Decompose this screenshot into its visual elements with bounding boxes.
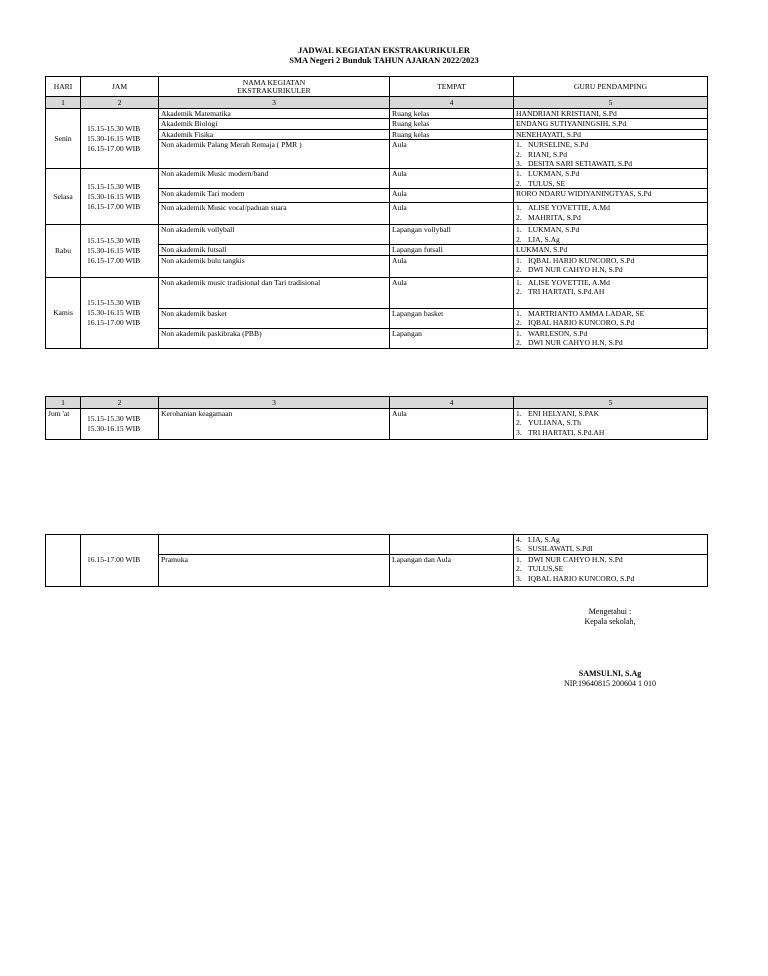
activity-name: Kerohanian keagamaan [159, 409, 390, 440]
activity-place: Lapangan dan Aula [390, 554, 514, 586]
activity-place: Ruang kelas [390, 129, 514, 139]
jam-slot: 15.15-15.30 WIB [87, 414, 141, 423]
header-nama-line2: EKSTRAKURIKULER [237, 85, 311, 95]
guru-number: 4. [516, 535, 522, 544]
principal-name: SAMSULNI, S.Ag [578, 669, 642, 678]
guru-list [514, 409, 708, 440]
col-number: 1 [46, 97, 81, 109]
activity-place: Aula [390, 140, 514, 169]
jam-slot: 15.15-15.30 WIB [87, 297, 141, 307]
jam-slot: 16.15-17.00 WIB [87, 555, 141, 565]
guru-name: TRI HARTATI, S.Pd.AH [528, 287, 605, 297]
jam-slot: 15.30-16.15 WIB [87, 424, 141, 433]
activity-place: Aula [390, 189, 514, 203]
guru-name: MAHRITA, S.Pd [528, 212, 581, 222]
jam-slot: 15.30-16.15 WIB [87, 191, 141, 201]
guru-list [514, 255, 708, 277]
header-tempat: TEMPAT [390, 77, 514, 97]
header-jam: JAM [81, 77, 159, 97]
guru-number: 1. [516, 328, 522, 338]
jam-cell [81, 535, 159, 587]
col-number: 4 [390, 397, 514, 409]
activity-name-empty [159, 535, 390, 555]
guru-number: 2. [516, 212, 522, 222]
guru-name: LUKMAN, S.Pd [516, 245, 568, 255]
day-senin: Senin [46, 109, 81, 169]
jam-cell [81, 109, 159, 169]
jumat-schedule-table [45, 396, 708, 440]
activity-place: Lapangan [390, 328, 514, 348]
activity-name: Non akademik Tari modern [159, 189, 390, 203]
jam-cell [81, 225, 159, 277]
col-number: 3 [159, 397, 390, 409]
guru-number: 1. [516, 140, 522, 150]
guru-name: RORO NDARU WIDIYANINGTYAS, S.Pd [516, 189, 652, 199]
guru-name: HANDRIANI KRISTIANI, S.Pd [516, 109, 617, 118]
guru-name: ENDANG SUTIYANINGSIH, S.Pd [516, 119, 627, 129]
guru-name: TULUS, SE [528, 178, 566, 188]
activity-name: Non akademik bulu tangkis [159, 255, 390, 277]
kamis-row [46, 277, 708, 308]
jam-slot: 16.15-17.00 WIB [87, 143, 141, 153]
jam-cell [81, 277, 159, 348]
day-jumat: Jum 'at [46, 409, 81, 440]
header-nama [159, 77, 390, 97]
activity-place: Aula [390, 203, 514, 225]
jam-slot: 15.30-16.15 WIB [87, 133, 141, 143]
activity-place: Aula [390, 277, 514, 308]
day-rabu: Rabu [46, 225, 81, 277]
guru-number: 3. [516, 427, 522, 437]
col-number: 2 [81, 97, 159, 109]
jabatan-label: Kepala sekolah, [584, 617, 636, 626]
jumat-row [46, 409, 708, 440]
guru-name: ENI HELYANI, S.PAK [528, 409, 600, 418]
jam-slot: 15.15-15.30 WIB [87, 236, 141, 246]
guru-name: DESITA SARI SETIAWATI, S.Pd [528, 159, 633, 169]
guru-list [514, 328, 708, 348]
column-number-row [46, 97, 708, 109]
guru-number: 2. [516, 564, 522, 574]
activity-place: Aula [390, 255, 514, 277]
activity-place: Aula [390, 409, 514, 440]
guru-name: LUKMAN, S.Pd [528, 169, 580, 179]
activity-place: Ruang kelas [390, 109, 514, 119]
guru-name: DWI NUR CAHYO H.N, S.Pd [528, 265, 623, 275]
guru-number: 5. [516, 544, 522, 554]
jam-cell [81, 169, 159, 225]
guru-number: 2. [516, 178, 522, 188]
guru-name: ALISE YOVETTIE, A.Md [528, 203, 610, 213]
jam-slot: 16.15-17.00 WIB [87, 201, 141, 211]
guru-name: LUKMAN, S.Pd [528, 225, 580, 235]
header-guru: GURU PENDAMPING [514, 77, 708, 97]
rabu-row [46, 225, 708, 245]
guru-name: YULIANA, S.Th [528, 418, 581, 428]
jam-slot: 16.15-17.00 WIB [87, 317, 141, 327]
guru-number: 1. [516, 277, 522, 287]
jumat-continued-table [45, 534, 708, 587]
guru-number: 1. [516, 308, 522, 318]
activity-name: Non akademik Palang Merah Remaja ( PMR ) [159, 140, 390, 169]
activity-place: Ruang kelas [390, 119, 514, 129]
activity-name: Non akademik Music modern/band [159, 169, 390, 189]
guru-number: 2. [516, 234, 522, 244]
guru-name: DWI NUR CAHYO H.N, S.Pd [528, 338, 623, 348]
col-number: 1 [46, 397, 81, 409]
guru-number: 1. [516, 255, 522, 265]
day-cell-empty [46, 535, 81, 587]
activity-place-empty [390, 535, 514, 555]
guru-name: IQBAL HARIO KUNCORO, S.Pd [528, 573, 635, 583]
guru-list [514, 225, 708, 245]
jam-slot: 16.15-17.00 WIB [87, 256, 141, 266]
guru-number: 2. [516, 338, 522, 348]
activity-name: Non akademik futsall [159, 245, 390, 255]
guru-name: LIA, S.Ag [528, 535, 560, 544]
guru-list [514, 189, 708, 203]
guru-list [514, 140, 708, 169]
jam-slot: 15.15-15.30 WIB [87, 123, 141, 133]
guru-name: TRI HARTATI, S.Pd.AH [528, 427, 605, 437]
col-number: 5 [514, 397, 708, 409]
activity-name: Akademik Biologi [159, 119, 390, 129]
guru-list [514, 554, 708, 586]
document-title: JADWAL KEGIATAN EKSTRAKURIKULER [297, 45, 471, 55]
activity-place: Lapangan basket [390, 308, 514, 328]
guru-name: SUSILAWATI, S.PdI [528, 544, 593, 554]
activity-name: Non akademik paskibraka (PBB) [159, 328, 390, 348]
jam-slot: 15.30-16.15 WIB [87, 307, 141, 317]
activity-place: Lapangan vollyball [390, 225, 514, 245]
activity-place: Lapangan futsall [390, 245, 514, 255]
guru-name: MARTRIANTO AMMA LADAR, SE [528, 308, 645, 318]
jam-cell [81, 409, 159, 440]
principal-nip: NIP.19640815 200604 1 010 [563, 679, 656, 688]
day-selasa: Selasa [46, 169, 81, 225]
guru-number: 1. [516, 169, 522, 179]
guru-name: RIANI, S.Pd [528, 149, 568, 159]
selasa-row [46, 169, 708, 189]
guru-name: NURSELINE, S.Pd [528, 140, 589, 150]
col-number: 4 [390, 97, 514, 109]
activity-name: Non akademik Music vocal/paduan suara [159, 203, 390, 225]
activity-name: Non akademik music tradisional dan Tari tradisional [159, 277, 390, 308]
activity-place: Aula [390, 169, 514, 189]
guru-name: NENEHAYATI, S.Pd [516, 129, 581, 139]
guru-list [514, 535, 708, 555]
guru-name: DWI NUR CAHYO H.N, S.Pd [528, 554, 623, 564]
guru-name: IQBAL HARIO KUNCORO, S.Pd [528, 318, 635, 328]
guru-number: 2. [516, 287, 522, 297]
schedule-table [45, 76, 708, 349]
guru-list [514, 129, 708, 139]
header-nama-line1: NAMA KEGIATAN [242, 77, 306, 87]
guru-name: IQBAL HARIO KUNCORO, S.Pd [528, 255, 635, 265]
col-number: 2 [81, 397, 159, 409]
guru-list [514, 109, 708, 119]
guru-number: 2. [516, 265, 522, 275]
guru-number: 2. [516, 318, 522, 328]
guru-list [514, 119, 708, 129]
guru-list [514, 245, 708, 255]
guru-number: 2. [516, 418, 522, 428]
column-number-row [46, 397, 708, 409]
senin-row [46, 109, 708, 119]
header-hari: HARI [46, 77, 81, 97]
day-kamis: Kamis [46, 277, 81, 348]
guru-name: LIA, S.Ag [528, 234, 560, 244]
header-row [46, 77, 708, 97]
col-number: 3 [159, 97, 390, 109]
guru-number: 3. [516, 159, 522, 169]
guru-list [514, 277, 708, 308]
guru-list [514, 203, 708, 225]
activity-name: Pramuka [159, 554, 390, 586]
prev-guru-row [46, 535, 708, 555]
guru-number: 2. [516, 149, 522, 159]
activity-name: Akademik Fisika [159, 129, 390, 139]
document-subtitle: SMA Negeri 2 Bunduk TAHUN AJARAN 2022/2023 [289, 55, 479, 65]
guru-number: 1. [516, 409, 522, 418]
guru-number: 3. [516, 573, 522, 583]
guru-list [514, 308, 708, 328]
col-number: 5 [514, 97, 708, 109]
activity-name: Non akademik basket [159, 308, 390, 328]
activity-name: Non akademik vollyball [159, 225, 390, 245]
guru-number: 1. [516, 554, 522, 564]
guru-number: 1. [516, 225, 522, 235]
guru-number: 1. [516, 203, 522, 213]
guru-name: WARLESON, S.Pd [528, 328, 588, 338]
jam-slot: 15.15-15.30 WIB [87, 181, 141, 191]
guru-name: ALISE YOVETTIE, A.Md [528, 277, 610, 287]
guru-name: TULUS,SE [528, 564, 564, 574]
activity-name: Akademik Matematika [159, 109, 390, 119]
guru-list [514, 169, 708, 189]
jam-slot: 15.30-16.15 WIB [87, 246, 141, 256]
mengetahui-label: Mengetahui : [588, 607, 632, 616]
